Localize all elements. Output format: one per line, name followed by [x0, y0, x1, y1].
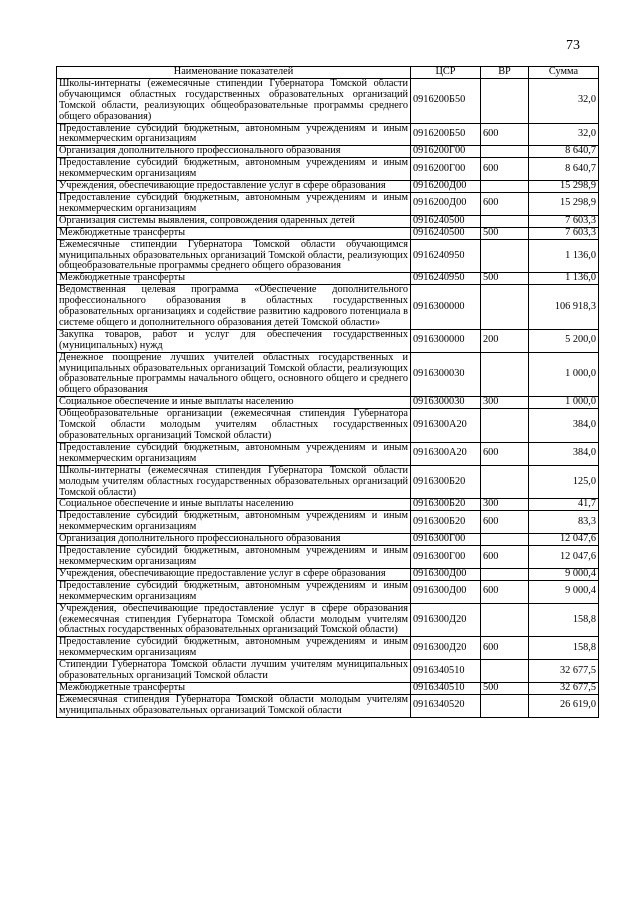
- header-csr: ЦСР: [411, 67, 481, 79]
- row-sum-cell: 1 136,0: [529, 273, 599, 285]
- table-row: [57, 123, 599, 146]
- row-sum-cell: 9 000,4: [529, 568, 599, 580]
- row-name-cell: Денежное поощрение лучших учителей областных государственных и муниципальных образовательных организаций Томской области, реализующих образовательные программы начального общего, основного общего и среднего общего образования: [57, 352, 411, 397]
- row-vr-cell: 600: [481, 580, 529, 603]
- row-name-cell: Закупка товаров, работ и услуг для обеспечения государственных (муниципальных) нужд: [57, 329, 411, 352]
- row-sum-cell: 106 918,3: [529, 285, 599, 330]
- row-csr-cell: 0916340510: [411, 682, 481, 694]
- row-vr-cell: [481, 285, 529, 330]
- table-row: [57, 568, 599, 580]
- row-csr-cell: 0916300030: [411, 397, 481, 409]
- table-row: [57, 146, 599, 158]
- row-csr-cell: 0916340510: [411, 660, 481, 683]
- row-name-cell: Ежемесячные стипендии Губернатора Томской области обучающимся муниципальных образовательных организаций Томской области, реализующих общеобразовательные программы среднего общего образования: [57, 239, 411, 273]
- row-sum-cell: 384,0: [529, 409, 599, 443]
- row-csr-cell: 0916300030: [411, 352, 481, 397]
- row-vr-cell: 600: [481, 123, 529, 146]
- row-name-cell: Межбюджетные трансферты: [57, 227, 411, 239]
- row-csr-cell: 0916300Г00: [411, 534, 481, 546]
- table-body: [57, 78, 599, 717]
- table-row: [57, 397, 599, 409]
- row-vr-cell: [481, 352, 529, 397]
- row-csr-cell: 0916200Г00: [411, 146, 481, 158]
- row-csr-cell: 0916340520: [411, 694, 481, 717]
- row-sum-cell: 26 619,0: [529, 694, 599, 717]
- row-name-cell: Ежемесячная стипендия Губернатора Томской области молодым учителям муниципальных образовательных организаций Томской области: [57, 694, 411, 717]
- row-sum-cell: 9 000,4: [529, 580, 599, 603]
- row-csr-cell: 0916300Д20: [411, 637, 481, 660]
- row-name-cell: Межбюджетные трансферты: [57, 273, 411, 285]
- table-row: [57, 511, 599, 534]
- row-vr-cell: [481, 694, 529, 717]
- row-csr-cell: 0916300А20: [411, 409, 481, 443]
- table-row: [57, 442, 599, 465]
- row-vr-cell: [481, 181, 529, 193]
- table-row: [57, 603, 599, 637]
- row-vr-cell: [481, 465, 529, 499]
- row-csr-cell: 0916300Д00: [411, 580, 481, 603]
- row-csr-cell: 0916240500: [411, 215, 481, 227]
- table-row: [57, 158, 599, 181]
- row-vr-cell: 600: [481, 192, 529, 215]
- row-vr-cell: 600: [481, 158, 529, 181]
- row-name-cell: Предоставление субсидий бюджетным, автономным учреждениям и иным некоммерческим организациям: [57, 511, 411, 534]
- row-sum-cell: 1 136,0: [529, 239, 599, 273]
- row-csr-cell: 0916300000: [411, 285, 481, 330]
- row-csr-cell: 0916200Д00: [411, 181, 481, 193]
- row-vr-cell: 300: [481, 499, 529, 511]
- row-name-cell: Предоставление субсидий бюджетным, автономным учреждениям и иным некоммерческим организациям: [57, 158, 411, 181]
- row-csr-cell: 0916240950: [411, 273, 481, 285]
- row-sum-cell: 32,0: [529, 123, 599, 146]
- row-sum-cell: 125,0: [529, 465, 599, 499]
- table-row: [57, 239, 599, 273]
- row-sum-cell: 15 298,9: [529, 192, 599, 215]
- row-name-cell: Организация дополнительного профессионального образования: [57, 534, 411, 546]
- table-row: [57, 499, 599, 511]
- row-csr-cell: 0916300Д00: [411, 568, 481, 580]
- row-sum-cell: 158,8: [529, 603, 599, 637]
- table-row: [57, 694, 599, 717]
- row-sum-cell: 1 000,0: [529, 397, 599, 409]
- row-vr-cell: [481, 215, 529, 227]
- row-csr-cell: 0916300Б20: [411, 511, 481, 534]
- table-row: [57, 192, 599, 215]
- table-row: [57, 580, 599, 603]
- table-row: [57, 285, 599, 330]
- table-row: [57, 682, 599, 694]
- row-sum-cell: 384,0: [529, 442, 599, 465]
- row-vr-cell: [481, 146, 529, 158]
- row-name-cell: Предоставление субсидий бюджетным, автономным учреждениям и иным некоммерческим организациям: [57, 123, 411, 146]
- row-vr-cell: 200: [481, 329, 529, 352]
- row-vr-cell: [481, 603, 529, 637]
- row-vr-cell: 600: [481, 442, 529, 465]
- row-name-cell: Организация дополнительного профессионального образования: [57, 146, 411, 158]
- header-name: Наименование показателей: [57, 67, 411, 79]
- table-row: [57, 181, 599, 193]
- row-vr-cell: 300: [481, 397, 529, 409]
- row-name-cell: Учреждения, обеспечивающие предоставление услуг в сфере образования: [57, 568, 411, 580]
- row-sum-cell: 12 047,6: [529, 546, 599, 569]
- row-name-cell: Учреждения, обеспечивающие предоставление услуг в сфере образования (ежемесячная стипендия Губернатора Томской области молодым учителям областных государственных образовательных организаций Томской области): [57, 603, 411, 637]
- row-sum-cell: 7 603,3: [529, 227, 599, 239]
- row-name-cell: Предоставление субсидий бюджетным, автономным учреждениям и иным некоммерческим организациям: [57, 580, 411, 603]
- row-sum-cell: 15 298,9: [529, 181, 599, 193]
- row-vr-cell: [481, 78, 529, 123]
- row-sum-cell: 12 047,6: [529, 534, 599, 546]
- row-csr-cell: 0916300Д20: [411, 603, 481, 637]
- row-csr-cell: 0916200Б50: [411, 123, 481, 146]
- table-row: [57, 409, 599, 443]
- row-sum-cell: 158,8: [529, 637, 599, 660]
- row-name-cell: Социальное обеспечение и иные выплаты населению: [57, 499, 411, 511]
- row-sum-cell: 32 677,5: [529, 682, 599, 694]
- table-row: [57, 660, 599, 683]
- row-name-cell: Учреждения, обеспечивающие предоставление услуг в сфере образования: [57, 181, 411, 193]
- row-csr-cell: 0916300Г00: [411, 546, 481, 569]
- row-vr-cell: 500: [481, 273, 529, 285]
- row-vr-cell: [481, 534, 529, 546]
- table-row: [57, 352, 599, 397]
- row-csr-cell: 0916300Б20: [411, 465, 481, 499]
- table-row: [57, 215, 599, 227]
- row-vr-cell: 600: [481, 546, 529, 569]
- row-name-cell: Предоставление субсидий бюджетным, автономным учреждениям и иным некоммерческим организациям: [57, 637, 411, 660]
- row-sum-cell: 8 640,7: [529, 146, 599, 158]
- row-csr-cell: 0916300Б20: [411, 499, 481, 511]
- row-sum-cell: 7 603,3: [529, 215, 599, 227]
- row-sum-cell: 83,3: [529, 511, 599, 534]
- row-name-cell: Предоставление субсидий бюджетным, автономным учреждениям и иным некоммерческим организациям: [57, 192, 411, 215]
- row-vr-cell: [481, 660, 529, 683]
- row-sum-cell: 32 677,5: [529, 660, 599, 683]
- row-name-cell: Стипендии Губернатора Томской области лучшим учителям муниципальных образовательных организаций Томской области: [57, 660, 411, 683]
- table-row: [57, 78, 599, 123]
- row-csr-cell: 0916300000: [411, 329, 481, 352]
- row-name-cell: Ведомственная целевая программа «Обеспечение дополнительного профессионального образования в областных государственных образовательных организациях и содействие развитию кадрового потенциала в системе общего и дополнительного образования детей Томской области»: [57, 285, 411, 330]
- row-csr-cell: 0916200Г00: [411, 158, 481, 181]
- table-header-row: [57, 67, 599, 79]
- row-csr-cell: 0916200Б50: [411, 78, 481, 123]
- row-vr-cell: 600: [481, 637, 529, 660]
- row-name-cell: Школы-интернаты (ежемесячные стипендии Губернатора Томской области обучающимся областных государственных образовательных организаций Томской области, реализующих общеобразовательные программы среднего общего образования): [57, 78, 411, 123]
- row-name-cell: Межбюджетные трансферты: [57, 682, 411, 694]
- row-vr-cell: 500: [481, 227, 529, 239]
- page-number: 73: [566, 38, 580, 53]
- table-row: [57, 465, 599, 499]
- row-name-cell: Организация системы выявления, сопровождения одаренных детей: [57, 215, 411, 227]
- header-vr: ВР: [481, 67, 529, 79]
- row-vr-cell: 600: [481, 511, 529, 534]
- row-sum-cell: 1 000,0: [529, 352, 599, 397]
- row-sum-cell: 8 640,7: [529, 158, 599, 181]
- row-name-cell: Предоставление субсидий бюджетным, автономным учреждениям и иным некоммерческим организациям: [57, 546, 411, 569]
- row-vr-cell: 500: [481, 682, 529, 694]
- row-csr-cell: 0916200Д00: [411, 192, 481, 215]
- header-sum: Сумма: [529, 67, 599, 79]
- row-name-cell: Предоставление субсидий бюджетным, автономным учреждениям и иным некоммерческим организациям: [57, 442, 411, 465]
- row-sum-cell: 41,7: [529, 499, 599, 511]
- row-name-cell: Общеобразовательные организации (ежемесячная стипендия Губернатора Томской области молодым учителям областных государственных образовательных организаций Томской области): [57, 409, 411, 443]
- table-row: [57, 637, 599, 660]
- budget-table: [56, 66, 599, 718]
- row-vr-cell: [481, 568, 529, 580]
- row-csr-cell: 0916300А20: [411, 442, 481, 465]
- row-sum-cell: 32,0: [529, 78, 599, 123]
- table-row: [57, 329, 599, 352]
- table-row: [57, 273, 599, 285]
- row-vr-cell: [481, 409, 529, 443]
- table-row: [57, 534, 599, 546]
- row-name-cell: Социальное обеспечение и иные выплаты населению: [57, 397, 411, 409]
- row-sum-cell: 5 200,0: [529, 329, 599, 352]
- table-row: [57, 227, 599, 239]
- row-vr-cell: [481, 239, 529, 273]
- row-csr-cell: 0916240500: [411, 227, 481, 239]
- row-csr-cell: 0916240950: [411, 239, 481, 273]
- row-name-cell: Школы-интернаты (ежемесячная стипендия Губернатора Томской области молодым учителям областных государственных образовательных организаций Томской области): [57, 465, 411, 499]
- table-row: [57, 546, 599, 569]
